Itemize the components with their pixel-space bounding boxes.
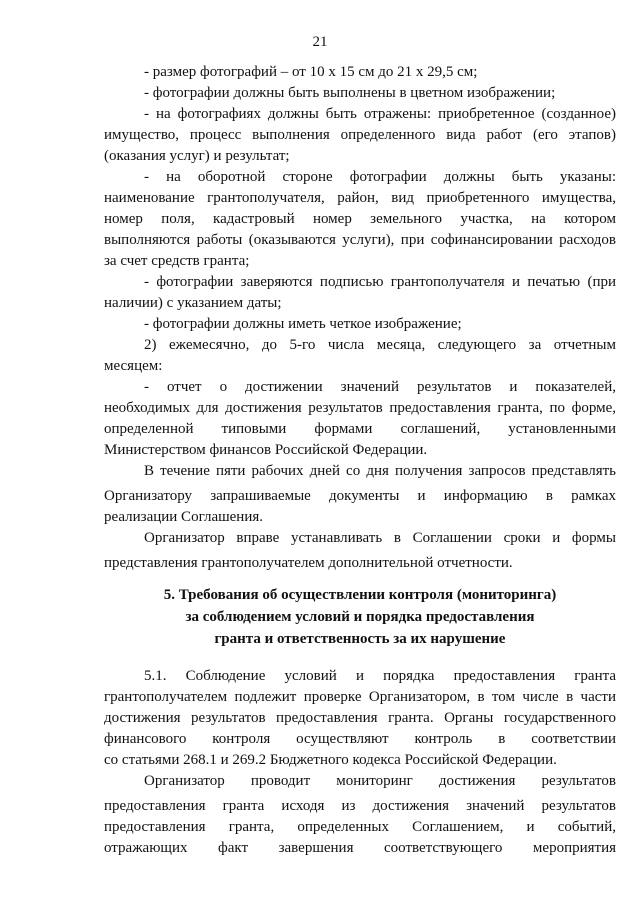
text-line: (оказания услуг) и результат; [104, 148, 290, 164]
text-line: наименование грантополучателя, район, вид приобретенного имущества, [104, 190, 616, 206]
heading-line: за соблюдением условий и порядка предоставления [185, 609, 535, 625]
text-line: - фотографии заверяются подписью грантополучателя и печатью (при [144, 274, 616, 290]
heading-line: гранта и ответственность за их нарушение [214, 631, 506, 647]
text-line: 2) ежемесячно, до 5-го числа месяца, следующего за отчетным [144, 337, 616, 353]
text-line: наличии) с указанием даты; [104, 295, 282, 311]
body-text-block [104, 62, 616, 574]
text-line: представления грантополучателем дополнительной отчетности. [104, 555, 513, 571]
text-line: за счет средств гранта; [104, 253, 250, 269]
text-line: достижения результатов предоставления гранта. Органы государственного [104, 710, 616, 726]
text-line: Министерством финансов Российской Федерации. [104, 442, 428, 458]
text-line: - на оборотной стороне фотографии должны быть указаны: [144, 169, 616, 185]
heading-line: 5. Требования об осуществлении контроля (мониторинга) [163, 587, 557, 603]
text-line: Организатору запрашиваемые документы и информацию в рамках [104, 488, 616, 504]
text-line: отражающих факт завершения соответствующего мероприятия [104, 840, 616, 856]
text-line: необходимых для достижения результатов предоставления гранта, по форме, [104, 400, 616, 416]
page-number: 21 [312, 34, 328, 50]
text-line: выполняются работы (оказываются услуги), при софинансировании расходов [104, 232, 616, 248]
text-line: определенной типовыми формами соглашений, установленными [104, 421, 616, 437]
text-line: номер поля, кадастровый номер земельного участка, на котором [104, 211, 616, 227]
text-line: со статьями 268.1 и 269.2 Бюджетного кодекса Российской Федерации. [104, 752, 557, 768]
text-line: финансового контроля осуществляют контроль в соответствии [104, 731, 616, 747]
text-line: месяцем: [104, 358, 163, 374]
text-line: В течение пяти рабочих дней со дня получения запросов представлять [144, 463, 616, 479]
text-line: - фотографии должны быть выполнены в цветном изображении; [144, 85, 556, 101]
text-line: имущество, процесс выполнения определенного вида работ (его этапов) [104, 127, 616, 143]
text-line: - отчет о достижении значений результатов и показателей, [144, 379, 616, 395]
text-line: предоставления гранта, определенных Соглашением, и событий, [104, 819, 616, 835]
text-line: предоставления гранта исходя из достижения значений результатов [104, 798, 616, 814]
text-line: - фотографии должны иметь четкое изображение; [144, 316, 462, 332]
text-line: - размер фотографий – от 10 х 15 см до 21 х 29,5 см; [144, 64, 478, 80]
section-heading [104, 584, 616, 650]
text-line: 5.1. Соблюдение условий и порядка предоставления гранта [144, 668, 616, 684]
text-line: - на фотографиях должны быть отражены: приобретенное (созданное) [144, 106, 616, 122]
text-line: Организатор проводит мониторинг достижения результатов [144, 773, 616, 789]
text-line: реализации Соглашения. [104, 509, 264, 525]
text-line: Организатор вправе устанавливать в Соглашении сроки и формы [144, 530, 616, 546]
section-text-block [104, 666, 616, 859]
text-line: грантополучателем подлежит проверке Организатором, в том числе в части [104, 689, 616, 705]
